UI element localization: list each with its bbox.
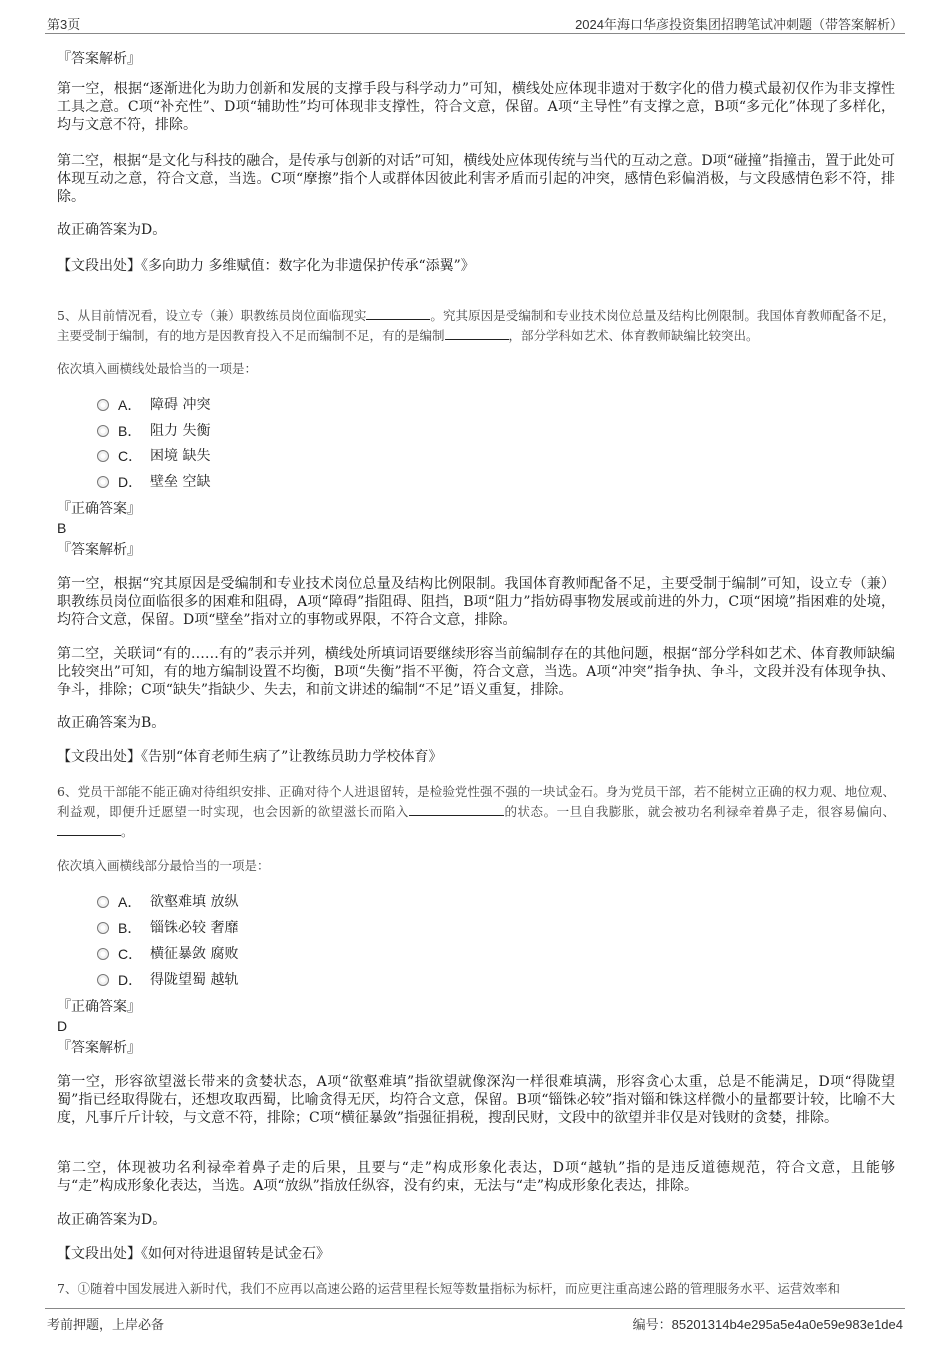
correct-answer: B: [57, 520, 67, 536]
question-stem: 7、①随着中国发展进入新时代，我们不应再以高速公路的运营里程长短等数量指标为标杆，而应更注重高速公路的管理服务水平、运营效率和: [57, 1281, 840, 1296]
document-title: 2024年海口华彦投资集团招聘笔试冲刺题（带答案解析）: [575, 17, 903, 32]
document-code: [633, 1314, 903, 1333]
option-text: 得陇望蜀 越轨: [150, 972, 239, 988]
option-c[interactable]: [97, 945, 238, 963]
radio-icon[interactable]: [97, 948, 109, 960]
answer-conclusion: 故正确答案为D。: [57, 1212, 167, 1228]
question-prompt: 依次填入画横线部分最恰当的一项是：: [57, 858, 270, 873]
option-text: 欲壑难填 放纵: [150, 894, 239, 910]
source-label: 【文段出处】: [57, 1246, 141, 1262]
analysis-paragraph: 第一空，形容欲望滋长带来的贪婪状态，A项“欲壑难填”指欲望就像深沟一样很难填满，形容贪心太重，总是不能满足，D项“得陇望蜀”指已经取得陇右，还想攻取西蜀，比喻贪得无厌，均符合文意，保留。B项“锱铢必较”指对锱和铢这样微小的量都要计较，比喻不大度，凡事斤斤计较，与文意不符，排除；C项“横征暴敛”指强征捐税，搜刮民财，文段中的欲望并非仅是对钱财的贪婪，排除。: [57, 1074, 895, 1126]
radio-icon[interactable]: [97, 399, 109, 411]
fill-blank: [445, 327, 509, 340]
question-prompt: 依次填入画横线处最恰当的一项是：: [57, 361, 258, 376]
option-b[interactable]: [97, 422, 210, 440]
fill-blank: [366, 307, 430, 320]
code-value: 85201314b4e295a5e4a0e59e983e1de4: [671, 1317, 903, 1332]
analysis-paragraph: 第一空，根据“逐渐进化为助力创新和发展的支撑手段与科学动力”可知，横线处应体现非遗对于数字化的借力模式最初仅作为非支撑性工具之意。C项“补充性”、D项“辅助性”均可体现非支撑性，符合文意，保留。A项“主导性”有支撑之意，B项“多元化”体现了多样化，均与文意不符，排除。: [57, 81, 895, 133]
radio-icon[interactable]: [97, 450, 109, 462]
source-citation: [57, 748, 895, 766]
radio-icon[interactable]: [97, 922, 109, 934]
analysis-label: 『答案解析』: [57, 51, 141, 67]
stem-text: ，部分学科如艺术、体育教师缺编比较突出。: [508, 328, 759, 343]
correct-answer-label: 『正确答案』: [57, 501, 141, 517]
code-label: 编号：: [632, 1317, 672, 1332]
analysis-label: 『答案解析』: [57, 542, 141, 558]
option-a[interactable]: [97, 893, 238, 911]
source-title: 《告别“体育老师生病了”让教练员助力学校体育》: [141, 749, 443, 765]
fill-blank: [57, 823, 121, 836]
option-text: 横征暴敛 腐败: [150, 946, 239, 962]
source-label: 【文段出处】: [57, 749, 141, 765]
option-text: 锱铢必较 奢靡: [150, 920, 239, 936]
option-letter: D．: [118, 474, 143, 490]
source-title: 《如何对待进退留转是试金石》: [141, 1246, 330, 1262]
option-text: 阻力 失衡: [150, 423, 211, 439]
analysis-paragraph: 第二空，体现被功名利禄牵着鼻子走的后果，且要与“走”构成形象化表达，D项“越轨”指的是违反道德规范，符合文意，且能够与“走”构成形象化表达，当选。A项“放纵”指放任纵容，没有约束，无法与“走”构成形象化表达，排除。: [57, 1160, 895, 1194]
page-number: 第3页: [47, 17, 81, 32]
option-text: 障碍 冲突: [150, 397, 211, 413]
option-letter: D．: [118, 972, 143, 988]
option-letter: C．: [118, 946, 143, 962]
source-label: 【文段出处】: [57, 258, 141, 274]
source-citation: [57, 257, 895, 275]
page-footer: [45, 1308, 905, 1337]
radio-icon[interactable]: [97, 896, 109, 908]
radio-icon[interactable]: [97, 476, 109, 488]
option-letter: A．: [118, 397, 142, 413]
option-a[interactable]: [97, 396, 210, 414]
analysis-paragraph: 第一空，根据“究其原因是受编制和专业技术岗位总量及结构比例限制。我国体育教师配备不足，主要受制于编制”可知，设立专（兼）职教练员岗位面临很多的困难和阻碍，A项“障碍”指阻碍、阻挡，B项“阻力”指妨碍事物发展或前进的外力，C项“困境”指困难的处境，均符合文意，保留。D项“壁垒”指对立的事物或界限，不符合文意，排除。: [57, 576, 895, 628]
stem-text: 6、党员干部能不能正确对待组织安排、正确对待个人进退留转，是检验党性强不强的一块试金石。身为党员干部，若不能树立正确的权力观、地位观、利益观，即便升迁愿望一时实现，也会因新的欲望滋长而陷入: [57, 784, 895, 819]
answer-conclusion: 故正确答案为B。: [57, 715, 166, 731]
option-d[interactable]: [97, 473, 210, 491]
stem-text: 5、从目前情况看，设立专（兼）职教练员岗位面临现实: [57, 308, 367, 323]
source-citation: [57, 1245, 895, 1263]
correct-answer: D: [57, 1018, 68, 1034]
answer-conclusion: 故正确答案为D。: [57, 222, 167, 238]
analysis-paragraph: 第二空，关联词“有的……有的”表示并列，横线处所填词语要继续形容当前编制存在的其他问题，根据“部分学科如艺术、体育教师缺编比较突出”可知，有的地方编制设置不均衡，B项“失衡”指不平衡，符合文意，当选。A项“冲突”指争执、争斗，文段并没有体现争执、争斗，排除；C项“缺失”指缺少、失去，和前文讲述的编制“不足”语义重复，排除。: [57, 646, 895, 698]
option-d[interactable]: [97, 971, 238, 989]
option-letter: B．: [118, 423, 142, 439]
option-letter: A．: [118, 894, 142, 910]
page-header: [45, 13, 905, 34]
stem-text: 。究其原因是受编制和专业技术岗位总量及结构比例限制。我国体育教师配备不足，主要受制于编制，有的地方是因教育投入不足而编制不足，有的是编制: [57, 308, 895, 343]
radio-icon[interactable]: [97, 974, 109, 986]
source-title: 《多向助力 多维赋值：数字化为非遗保护传承“添翼”》: [141, 258, 475, 274]
footer-slogan: 考前押题，上岸必备: [47, 1317, 165, 1332]
radio-icon[interactable]: [97, 425, 109, 437]
analysis-label: 『答案解析』: [57, 1040, 141, 1056]
option-text: 壁垒 空缺: [150, 474, 211, 490]
option-c[interactable]: [97, 447, 210, 465]
option-b[interactable]: [97, 919, 238, 937]
stem-text: 的状态。一旦自我膨胀，就会被功名利禄牵着鼻子走，很容易偏向、: [503, 804, 895, 819]
option-letter: C．: [118, 448, 143, 464]
question-stem: [57, 782, 895, 842]
stem-text: 。: [121, 824, 134, 839]
correct-answer-label: 『正确答案』: [57, 999, 141, 1015]
option-text: 困境 缺失: [150, 448, 211, 464]
analysis-paragraph: 第二空，根据“是文化与科技的融合，是传承与创新的对话”可知，横线处应体现传统与当代的互动之意。D项“碰撞”指撞击，置于此处可体现互动之意，符合文意，当选。C项“摩擦”指个人或群体因彼此利害矛盾而引起的冲突，感情色彩偏消极，与文段感情色彩不符，排除。: [57, 153, 895, 205]
question-stem: [57, 306, 895, 346]
option-letter: B．: [118, 920, 142, 936]
fill-blank: [409, 803, 504, 816]
